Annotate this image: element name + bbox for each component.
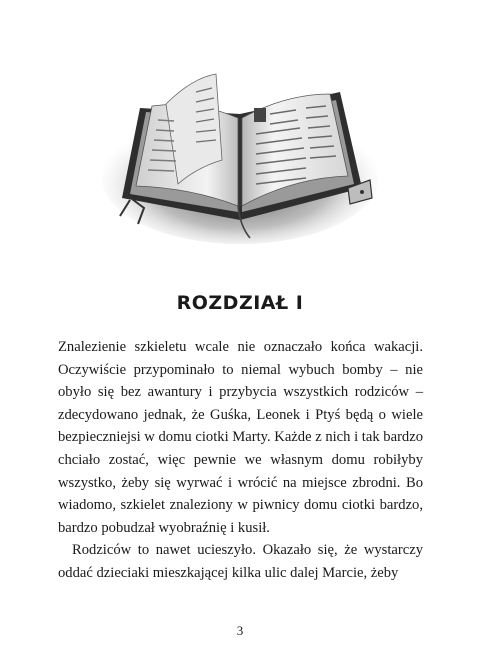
chapter-body [58, 336, 423, 585]
open-book-illustration [100, 48, 378, 248]
paragraph-1: Znalezienie szkieletu wcale nie oznaczało końca wakacji. Oczywiście przypominało to niemal wybuch bomby – nie obyło się bez awantury i przybycia wszystkich rodziców – zdecydowano jednak, że Guśka, Leonek i Ptyś będą o wiele bezpieczniejsi w domu ciotki Marty. Każde z nich i tak bardzo chciało zostać, więc pewnie we własnym domu robiłyby wszystko, żeby się wyrwać i wrócić na miejsce zbrodni. Bo wiadomo, szkielet znaleziony w piwnicy domu ciotki bardzo, bardzo pobudzał wyobraźnię i kusił. [58, 339, 423, 536]
page-number: 3 [236, 623, 244, 638]
clasp-rivet [360, 190, 364, 194]
chapter-title: ROZDZIAŁ I [176, 292, 304, 314]
paragraph-2: Rodziców to nawet ucieszyło. Okazało się, że wystarczy oddać dzieciaki mieszkającej kilka ulic dalej Marcie, żeby [58, 542, 423, 581]
initial-letter [254, 108, 266, 122]
